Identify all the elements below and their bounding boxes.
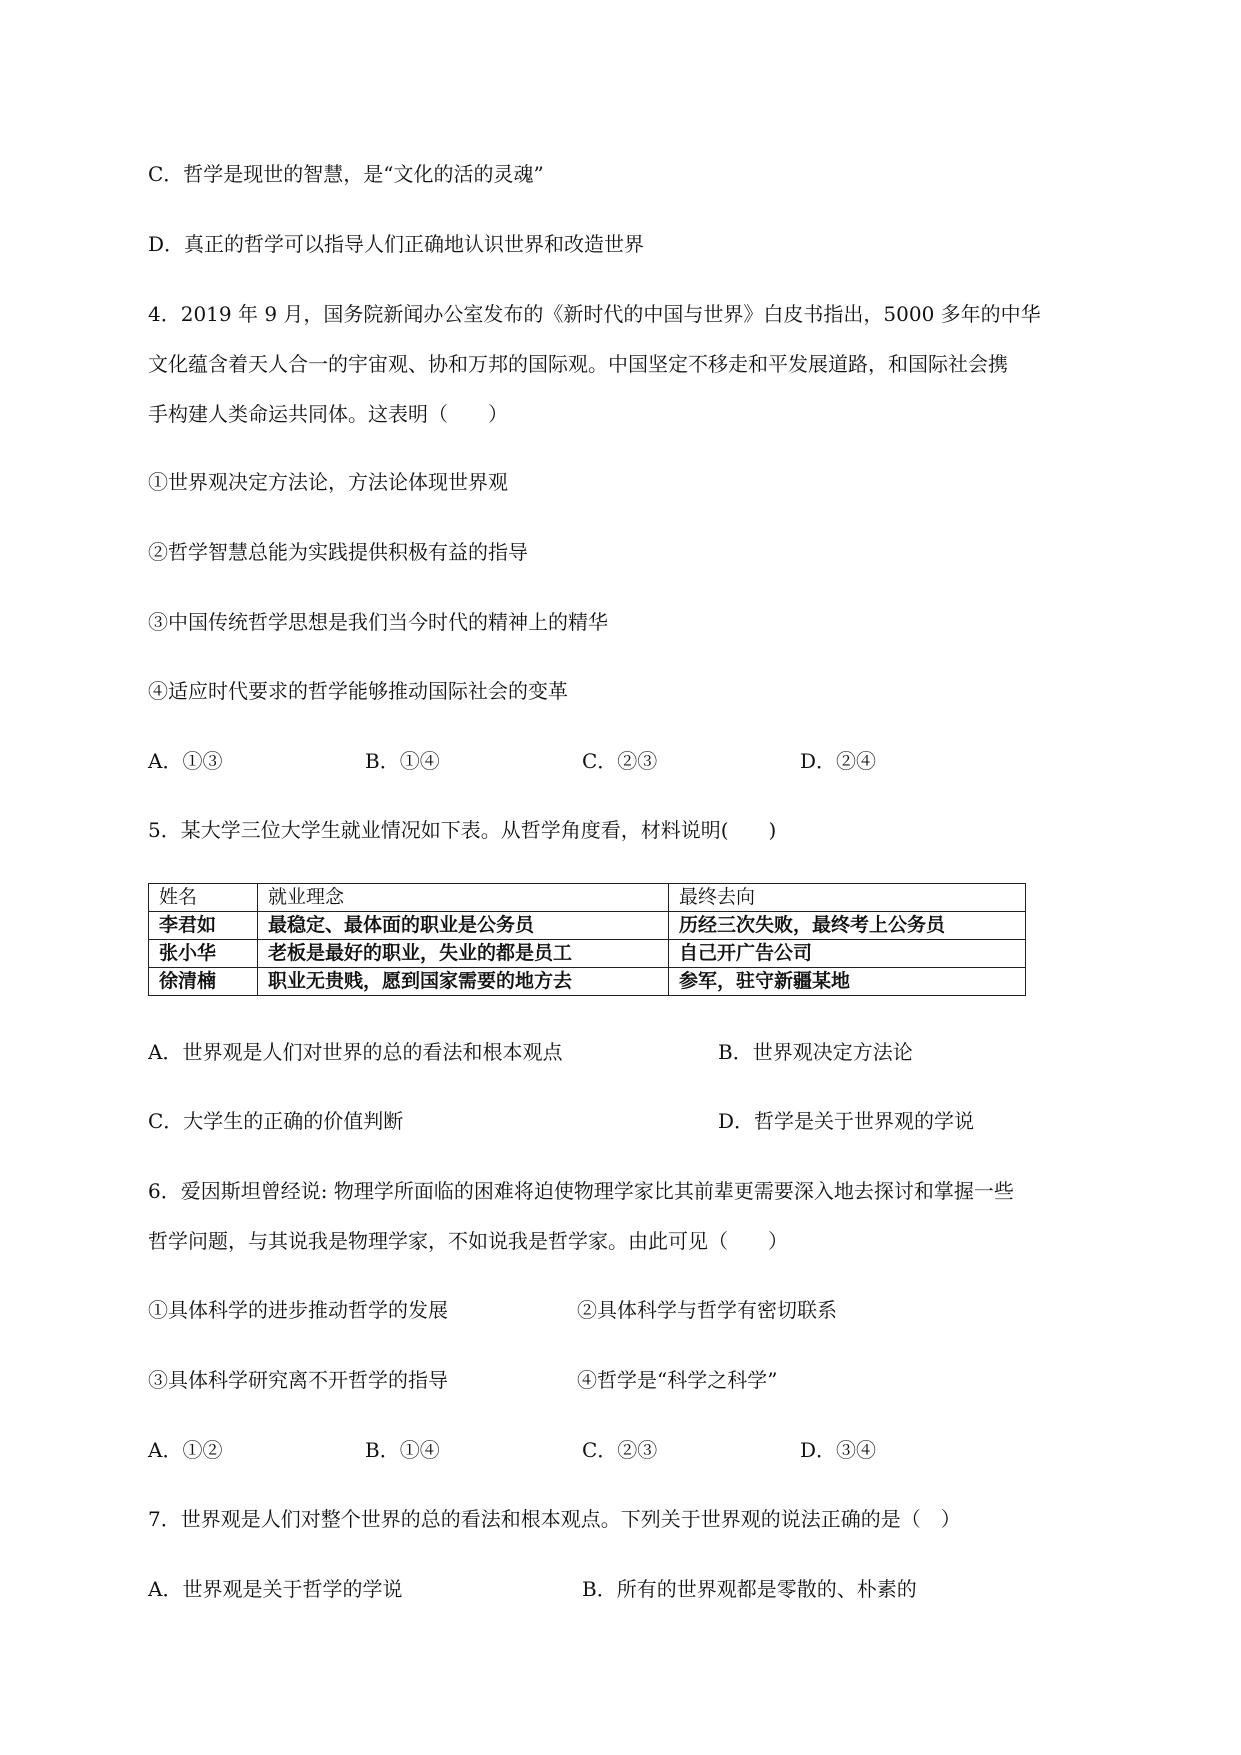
q4-option-a: A．①③ [148,749,223,773]
q3-option-d: D．真正的哲学可以指导人们正确地认识世界和改造世界 [148,232,645,256]
q6-option-b: B．①④ [365,1438,440,1462]
q6-option-d: D．③④ [800,1438,877,1462]
q7-option-a: A．世界观是关于哲学的学说 [148,1577,403,1601]
q4-item-4: ④适应时代要求的哲学能够推动国际社会的变革 [148,679,568,703]
q6-option-c: C．②③ [582,1438,658,1462]
table-cell-philosophy: 最稳定、最体面的职业是公务员 [258,912,669,940]
q4-item-3: ③中国传统哲学思想是我们当今时代的精神上的精华 [148,610,608,634]
q5-option-c: C．大学生的正确的价值判断 [148,1109,404,1133]
q7-option-b: B．所有的世界观都是零散的、朴素的 [582,1577,917,1601]
q6-option-a: A．①② [148,1438,223,1462]
table-cell-name: 徐清楠 [149,968,258,996]
table-cell-philosophy: 老板是最好的职业，失业的都是员工 [258,940,669,968]
q5-option-b: B．世界观决定方法论 [718,1040,913,1064]
table-cell-destination: 参军，驻守新疆某地 [669,968,1026,996]
table-cell-destination: 自己开广告公司 [669,940,1026,968]
q5-stem: 5．某大学三位大学生就业情况如下表。从哲学角度看，材料说明( ) [148,818,777,842]
q4-option-b: B．①④ [365,749,440,773]
q6-item-1: ①具体科学的进步推动哲学的发展 [148,1298,448,1322]
q6-item-4: ④哲学是“科学之科学” [577,1368,778,1392]
q6-stem-line-2: 哲学问题，与其说我是物理学家，不如说我是哲学家。由此可见（ ） [148,1229,788,1253]
table-row [149,940,1026,968]
q4-option-d: D．②④ [800,749,877,773]
q5-option-d: D．哲学是关于世界观的学说 [718,1109,975,1133]
q5-option-a: A．世界观是人们对世界的总的看法和根本观点 [148,1040,563,1064]
table-cell-name: 李君如 [149,912,258,940]
table-cell-destination: 历经三次失败，最终考上公务员 [669,912,1026,940]
q4-stem-line-3: 手构建人类命运共同体。这表明（ ） [148,402,508,426]
table-row [149,912,1026,940]
table-row [149,968,1026,996]
q4-option-c: C．②③ [582,749,658,773]
table-cell-name: 张小华 [149,940,258,968]
q6-item-3: ③具体科学研究离不开哲学的指导 [148,1368,448,1392]
table-header-philosophy: 就业理念 [258,884,669,912]
q4-stem-line-1: 4．2019 年 9 月，国务院新闻办公室发布的《新时代的中国与世界》白皮书指出，5000 多年的中华 [148,302,1041,326]
q7-stem: 7．世界观是人们对整个世界的总的看法和根本观点。下列关于世界观的说法正确的是（ ） [148,1507,961,1531]
q4-stem-line-2: 文化蕴含着天人合一的宇宙观、协和万邦的国际观。中国坚定不移走和平发展道路，和国际社会携 [148,352,1008,376]
table-header-destination: 最终去向 [669,884,1026,912]
table-cell-philosophy: 职业无贵贱，愿到国家需要的地方去 [258,968,669,996]
q6-stem-line-1: 6．爱因斯坦曾经说: 物理学所面临的困难将迫使物理学家比其前辈更需要深入地去探讨和掌握一些 [148,1179,1014,1203]
employment-table [148,883,1026,996]
q4-item-2: ②哲学智慧总能为实践提供积极有益的指导 [148,540,528,564]
q6-item-2: ②具体科学与哲学有密切联系 [577,1298,837,1322]
table-header-name: 姓名 [149,884,258,912]
q4-item-1: ①世界观决定方法论，方法论体现世界观 [148,470,508,494]
q3-option-c: C．哲学是现世的智慧，是“文化的活的灵魂” [148,162,544,186]
table-header-row [149,884,1026,912]
